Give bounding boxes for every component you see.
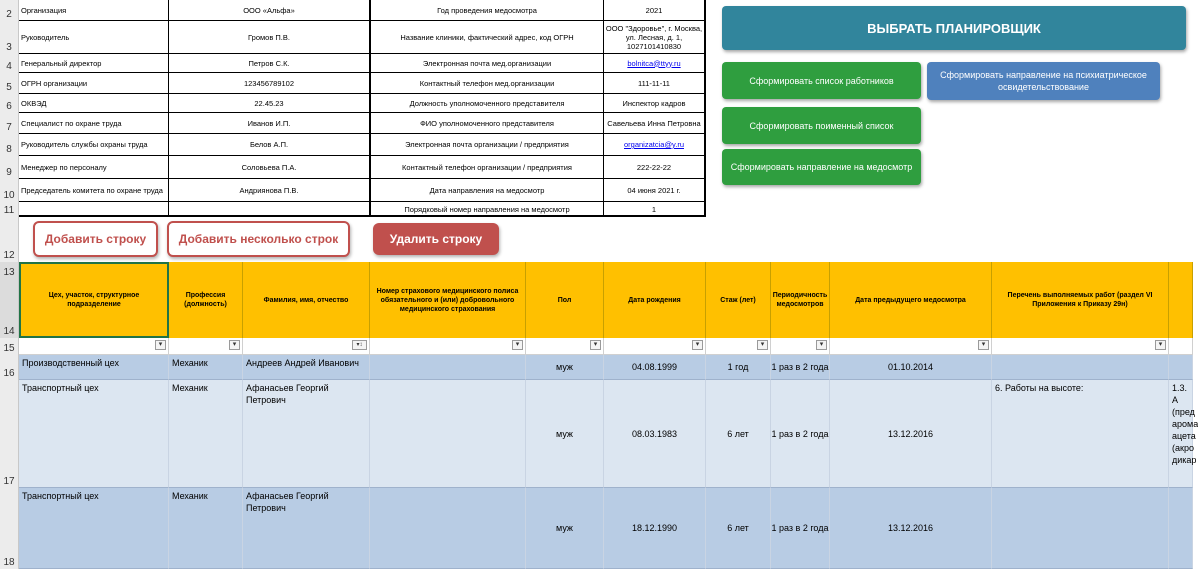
info-value[interactable]: 04 июня 2021 г. xyxy=(604,179,704,202)
filter-cell[interactable] xyxy=(169,338,243,355)
info-value[interactable] xyxy=(169,202,369,217)
column-header[interactable]: Пол xyxy=(526,262,604,338)
column-header[interactable]: Дата предыдущего медосмотра xyxy=(830,262,992,338)
filter-cell[interactable] xyxy=(370,338,526,355)
column-header[interactable] xyxy=(1169,262,1193,338)
filter-cell[interactable] xyxy=(830,338,992,355)
info-label: Организация xyxy=(19,0,169,21)
filter-dropdown-icon[interactable]: ▾ xyxy=(692,340,703,350)
add-rows-button[interactable]: Добавить несколько строк xyxy=(167,221,350,257)
table-cell-prof[interactable]: Механик xyxy=(169,355,243,380)
table-cell-name[interactable]: Афанасьев Георгий Петрович xyxy=(243,488,370,569)
table-cell-extra[interactable] xyxy=(1169,488,1193,569)
table-cell-dept[interactable]: Транспортный цех xyxy=(19,488,169,569)
filter-dropdown-icon[interactable]: ▾ xyxy=(229,340,240,350)
info-label: Дата направления на медосмотр xyxy=(371,179,604,202)
info-value[interactable]: Соловьева П.А. xyxy=(169,156,369,179)
column-header[interactable]: Номер страхового медицинского полиса обязательного и (или) добровольного медицинского страхования xyxy=(370,262,526,338)
info-label: Электронная почта мед.организации xyxy=(371,54,604,73)
info-value[interactable]: 111-11-11 xyxy=(604,73,704,94)
table-cell-dept[interactable]: Транспортный цех xyxy=(19,380,169,488)
table-cell-period[interactable]: 1 раз в 2 года xyxy=(771,380,830,488)
table-cell-birth[interactable]: 04.08.1999 xyxy=(604,355,706,380)
filter-cell[interactable] xyxy=(19,338,169,355)
filter-dropdown-icon[interactable]: ▾ xyxy=(512,340,523,350)
filter-dropdown-icon[interactable]: ▾ xyxy=(757,340,768,350)
column-header[interactable]: Периодичность медосмотров xyxy=(771,262,830,338)
filter-dropdown-icon[interactable]: ▾ xyxy=(590,340,601,350)
table-cell-period[interactable]: 1 раз в 2 года xyxy=(771,488,830,569)
info-label: Год проведения медосмотра xyxy=(371,0,604,21)
column-header[interactable]: Цех, участок, структурное подразделение xyxy=(19,262,169,338)
row-header-17[interactable]: 17 xyxy=(0,380,19,488)
row-header-5[interactable]: 5 xyxy=(0,73,19,94)
info-label: Генеральный директор xyxy=(19,54,169,73)
info-value[interactable]: 222-22-22 xyxy=(604,156,704,179)
info-value[interactable]: ООО «Альфа» xyxy=(169,0,369,21)
column-header[interactable]: Дата рождения xyxy=(604,262,706,338)
info-label: Контактный телефон организации / предприятия xyxy=(371,156,604,179)
table-cell-exp[interactable]: 6 лет xyxy=(706,488,771,569)
named-list-button[interactable]: Сформировать поименный список xyxy=(722,107,921,144)
table-cell-period[interactable]: 1 раз в 2 года xyxy=(771,355,830,380)
filter-cell[interactable] xyxy=(992,338,1169,355)
table-cell-name[interactable]: Андреев Андрей Иванович xyxy=(243,355,370,380)
info-value[interactable]: 123456789102 xyxy=(169,73,369,94)
filter-dropdown-icon[interactable]: ▾ xyxy=(816,340,827,350)
row-header-8[interactable]: 8 xyxy=(0,134,19,156)
workers-list-button[interactable]: Сформировать список работников xyxy=(722,62,921,99)
filter-cell[interactable] xyxy=(1169,338,1193,355)
info-label: Председатель комитета по охране труда xyxy=(19,179,169,202)
column-header[interactable]: Фамилия, имя, отчество xyxy=(243,262,370,338)
row-header-6[interactable]: 6 xyxy=(0,94,19,113)
table-cell-exp[interactable]: 6 лет xyxy=(706,380,771,488)
table-cell-prev[interactable]: 13.12.2016 xyxy=(830,488,992,569)
row-header-18[interactable]: 18 xyxy=(0,488,19,569)
info-label: Менеджер по персоналу xyxy=(19,156,169,179)
filter-dropdown-icon[interactable]: ▾ xyxy=(155,340,166,350)
info-value[interactable]: Громов П.В. xyxy=(169,21,369,54)
filter-cell[interactable] xyxy=(604,338,706,355)
info-label: Руководитель службы охраны труда xyxy=(19,134,169,156)
row-header-4[interactable]: 4 xyxy=(0,54,19,73)
email-link[interactable]: organizatcia@y.ru xyxy=(604,134,704,156)
info-label xyxy=(19,202,169,217)
table-cell-policy[interactable] xyxy=(370,380,526,488)
table-cell-sex[interactable]: муж xyxy=(526,355,604,380)
table-cell-works[interactable] xyxy=(992,355,1169,380)
info-label: Электронная почта организации / предприятия xyxy=(371,134,604,156)
table-cell-dept[interactable]: Производственный цех xyxy=(19,355,169,380)
table-cell-extra[interactable]: 1.3. А (пред арома ацета (акро дикар xyxy=(1169,380,1193,488)
filter-cell[interactable] xyxy=(771,338,830,355)
info-label: Контактный телефон мед.организации xyxy=(371,73,604,94)
info-label: ФИО уполномоченного представителя xyxy=(371,113,604,134)
row-header-7[interactable]: 7 xyxy=(0,113,19,134)
table-cell-sex[interactable]: муж xyxy=(526,380,604,488)
info-value[interactable]: Инспектор кадров xyxy=(604,94,704,113)
table-cell-prev[interactable]: 01.10.2014 xyxy=(830,355,992,380)
table-cell-prev[interactable]: 13.12.2016 xyxy=(830,380,992,488)
info-value[interactable]: 1 xyxy=(604,202,704,217)
info-label: Должность уполномоченного представителя xyxy=(371,94,604,113)
column-header[interactable]: Перечень выполняемых работ (раздел VI Приложения к Приказу 29н) xyxy=(992,262,1169,338)
info-label: Специалист по охране труда xyxy=(19,113,169,134)
info-value[interactable]: Андриянова П.В. xyxy=(169,179,369,202)
info-value[interactable]: Иванов И.П. xyxy=(169,113,369,134)
row-header-12[interactable]: 12 xyxy=(0,217,19,262)
row-header-11[interactable]: 11 xyxy=(0,202,19,217)
column-header[interactable]: Профессия (должность) xyxy=(169,262,243,338)
row-header-15[interactable]: 15 xyxy=(0,338,19,355)
info-value[interactable]: Петров С.К. xyxy=(169,54,369,73)
info-value[interactable]: 2021 xyxy=(604,0,704,21)
row-header-14[interactable]: 14 xyxy=(0,279,19,338)
filter-cell[interactable] xyxy=(706,338,771,355)
info-label: Название клиники, фактический адрес, код ОГРН xyxy=(371,21,604,54)
table-cell-works[interactable]: 6. Работы на высоте: xyxy=(992,380,1169,488)
info-label: Порядковый номер направления на медосмотр xyxy=(371,202,604,217)
add-row-button[interactable]: Добавить строку xyxy=(33,221,158,257)
info-label: ОГРН организации xyxy=(19,73,169,94)
info-label: ОКВЭД xyxy=(19,94,169,113)
filter-dropdown-icon[interactable]: ▾ xyxy=(1155,340,1166,350)
table-cell-name[interactable]: Афанасьев Георгий Петрович xyxy=(243,380,370,488)
info-value[interactable]: 22.45.23 xyxy=(169,94,369,113)
filter-dropdown-icon[interactable]: ▾ xyxy=(978,340,989,350)
table-cell-prof[interactable]: Механик xyxy=(169,380,243,488)
table-cell-works[interactable] xyxy=(992,488,1169,569)
choose-planner-button[interactable]: ВЫБРАТЬ ПЛАНИРОВЩИК xyxy=(722,6,1186,50)
info-value[interactable]: Савельева Инна Петровна xyxy=(604,113,704,134)
table-cell-birth[interactable]: 18.12.1990 xyxy=(604,488,706,569)
row-header-10[interactable]: 10 xyxy=(0,179,19,202)
table-cell-policy[interactable] xyxy=(370,488,526,569)
sort-filter-icon[interactable]: ▾↕ xyxy=(352,340,367,350)
table-cell-birth[interactable]: 08.03.1983 xyxy=(604,380,706,488)
row-header-3[interactable]: 3 xyxy=(0,21,19,54)
row-header-16[interactable]: 16 xyxy=(0,355,19,380)
table-cell-sex[interactable]: муж xyxy=(526,488,604,569)
table-cell-prof[interactable]: Механик xyxy=(169,488,243,569)
row-header-9[interactable]: 9 xyxy=(0,156,19,179)
table-cell-policy[interactable] xyxy=(370,355,526,380)
info-label: Руководитель xyxy=(19,21,169,54)
column-header[interactable]: Стаж (лет) xyxy=(706,262,771,338)
filter-cell[interactable] xyxy=(243,338,370,355)
info-value[interactable]: ООО "Здоровье", г. Москва, ул. Лесная, д. 1, 1027101410830 xyxy=(604,21,704,54)
row-header-2[interactable]: 2 xyxy=(0,0,19,21)
med-referral-button[interactable]: Сформировать направление на медосмотр xyxy=(722,149,921,185)
table-cell-exp[interactable]: 1 год xyxy=(706,355,771,380)
info-value[interactable]: Белов А.П. xyxy=(169,134,369,156)
table-cell-extra[interactable] xyxy=(1169,355,1193,380)
email-link[interactable]: bolnitca@ttyy.ru xyxy=(604,54,704,73)
row-header-13[interactable]: 13 xyxy=(0,262,19,279)
psych-referral-button[interactable]: Сформировать направление на психиатрическое освидетельствование xyxy=(927,62,1160,100)
delete-row-button[interactable]: Удалить строку xyxy=(373,223,499,255)
filter-cell[interactable] xyxy=(526,338,604,355)
